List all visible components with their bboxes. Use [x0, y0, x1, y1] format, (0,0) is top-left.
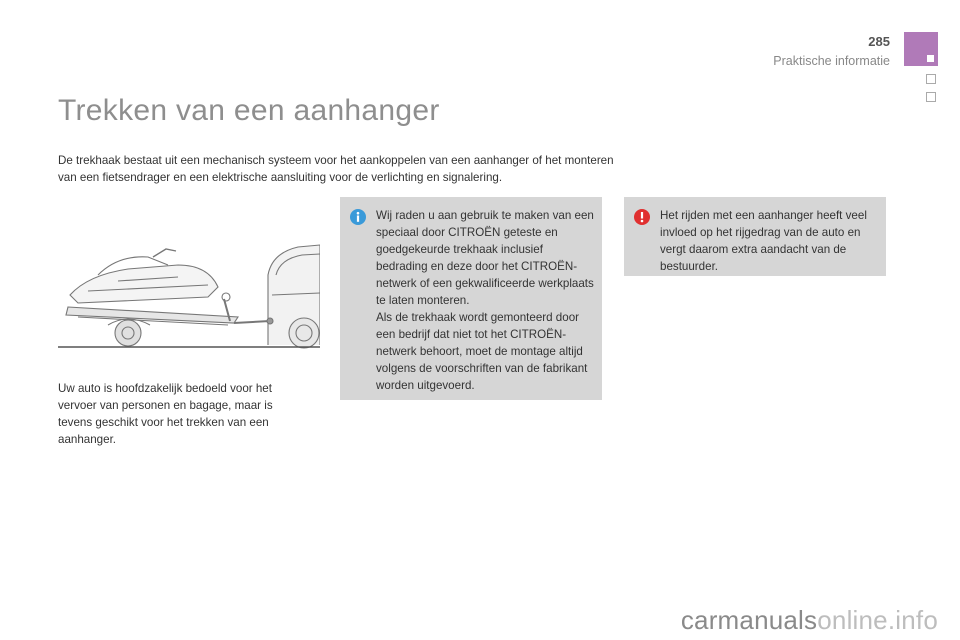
- info-icon: [350, 209, 366, 225]
- warning-icon: [634, 209, 650, 225]
- info-box: [340, 197, 602, 400]
- chapter-tab-marker: [927, 55, 934, 62]
- info-text-2: Als de trekhaak wordt gemonteerd door een bedrijf dat niet tot het CITROËN-netwerk behoort, moet de montage altijd volgens de voorschriften van de fabrikant worden uitgevoerd.: [376, 311, 588, 392]
- info-text-1: Wij raden u aan gebruik te maken van een speciaal door CITROËN geteste en goedgekeurde trekhaak inclusief bedrading en deze door het CITROËN-netwerk of een gekwalificeerde werkplaats te laten monteren.: [376, 209, 594, 307]
- page-number: 285: [868, 34, 890, 49]
- watermark-part2: online.info: [817, 605, 938, 635]
- body-paragraph: Uw auto is hoofdzakelijk bedoeld voor het vervoer van personen en bagage, maar is tevens geschikt voor het trekken van een aanhanger.: [58, 382, 273, 446]
- watermark-part1: carmanuals: [680, 605, 818, 635]
- warning-text: Het rijden met een aanhanger heeft veel invloed op het rijgedrag van de auto en vergt daarom extra aandacht van de bestuurder.: [660, 209, 867, 273]
- towing-illustration: [58, 235, 320, 355]
- info-text: [376, 207, 594, 394]
- section-title: Praktische informatie: [773, 54, 890, 68]
- chapter-tab[interactable]: [926, 74, 936, 84]
- watermark[interactable]: [681, 605, 938, 636]
- page-title: Trekken van een aanhanger: [58, 94, 440, 127]
- chapter-tab[interactable]: [926, 92, 936, 102]
- intro-paragraph: De trekhaak bestaat uit een mechanisch systeem voor het aankoppelen van een aanhanger of het monteren van een fietsendrager en een elektrische aansluiting voor de verlichting en signalering.: [58, 154, 614, 184]
- warning-box: [624, 197, 886, 276]
- chapter-tab-active[interactable]: [904, 32, 938, 66]
